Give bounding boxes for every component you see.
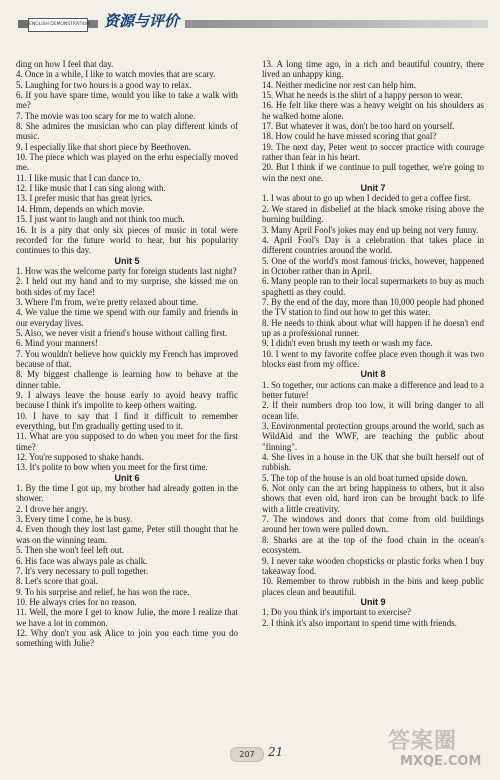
handwritten-mark: 21 xyxy=(268,745,284,759)
page-number: 207 xyxy=(230,747,264,762)
answer-line: 7. The windows and doors that come from old buildings around her town were pulled down. xyxy=(262,514,484,535)
answer-line: 5. The top of the house is an old boat turned upside down. xyxy=(262,472,468,483)
answer-line: 16. It is a pity that only six pieces of music in total were recorded for the future world to hear, but his popularity continues to this day. xyxy=(16,224,238,256)
watermark-chinese: 答案圈 xyxy=(388,729,458,754)
answer-line: 1. How was the welcome party for foreign students last night? xyxy=(16,265,237,276)
answer-line: 18. How could he have missed scoring that goal? xyxy=(262,131,437,142)
answer-line: 6. Many people ran to their local supermarkets to buy as much spaghetti as they could. xyxy=(262,276,484,297)
answer-line: 17. But whatever it was, don't be too hard on yourself. xyxy=(262,121,455,132)
answer-line: 3. Environmental protection groups around the world, such as WildAid and the WWF, are teaching the public about "finning". xyxy=(262,421,484,452)
answer-line: 5. Also, we never visit a friend's house without calling first. xyxy=(16,327,228,338)
answer-line: 9. I didn't even brush my teeth or wash my face. xyxy=(262,338,433,349)
answer-line: 6. Mind your manners! xyxy=(16,338,98,349)
unit-heading: Unit 7 xyxy=(360,183,386,194)
answer-line: 3. Every time I come, he is busy. xyxy=(16,514,133,525)
answer-line: 8. She admires the musician who can play different kinds of music. xyxy=(16,121,238,142)
answer-line: 13. I prefer music that has great lyrics. xyxy=(16,193,153,204)
answer-line: 8. He needs to think about what will happen if he doesn't end up as a professional runner. xyxy=(262,317,484,338)
answer-line: 11. What are you supposed to do when you meet for the first time? xyxy=(16,431,238,452)
answer-line: 2. If their numbers drop too low, it will bring danger to all ocean life. xyxy=(262,400,484,421)
answer-line: 11. I like music that I can dance to. xyxy=(16,172,141,183)
answer-line: 14. Neither medicine nor rest can help him. xyxy=(262,79,417,90)
watermark-domain: MXQE.COM xyxy=(400,754,482,769)
answer-line: 4. April Fool's Day is a celebration that takes place in different countries around the world. xyxy=(262,234,484,256)
answer-line: 9. I always leave the house early to avoid heavy traffic because I think it's impolite to keep others waiting. xyxy=(16,390,238,411)
answer-line: 12. I like music that I can sing along with. xyxy=(16,183,166,194)
answer-line: 3. Many April Fool's jokes may end up being not very funny. xyxy=(262,224,479,235)
page-header xyxy=(0,0,500,38)
answer-line: 9. To his surprise and relief, he has won the race. xyxy=(16,586,190,597)
left-column xyxy=(16,59,238,649)
answer-line: ding on how I feel that day. xyxy=(16,59,114,69)
answer-line: 1. Do you think it's important to exercise? xyxy=(262,607,411,618)
answer-line: 2. I think it's also important to spend time with friends. xyxy=(262,617,457,628)
answer-line: 5. Then she won't feel left out. xyxy=(16,545,124,556)
header-label-box: ENGLISH·DEMONSTRATION xyxy=(28,18,88,32)
answer-line: 8. Let's score that goal. xyxy=(16,576,98,587)
header-title: 资源与评价 xyxy=(98,10,185,31)
answer-line: 5. Laughing for two hours is a good way to relax. xyxy=(16,79,192,90)
answer-line: 10. Remember to throw rubbish in the bins and keep public places clean and beautiful. xyxy=(262,576,484,597)
answer-line: 1. I was about to go up when I decided to get a coffee first. xyxy=(262,193,471,204)
unit-heading: Unit 8 xyxy=(360,369,386,380)
answer-line: 4. She lives in a house in the UK that she built herself out of rubbish. xyxy=(262,452,484,473)
answer-line: 6. His face was always pale as chalk. xyxy=(16,555,148,566)
answer-line: 12. Why don't you ask Alice to join you each time you do something with Julie? xyxy=(16,627,238,649)
answer-line: 3. Where I'm from, we're pretty relaxed about time. xyxy=(16,296,199,307)
answer-line: 1. By the time I got up, my brother had already gotten in the shower. xyxy=(16,483,238,504)
answer-line: 7. The movie was too scary for me to watch alone. xyxy=(16,110,196,121)
answer-line: 2. We stared in disbelief at the black smoke rising above the burning building. xyxy=(262,203,484,225)
answer-line: 10. I went to my favorite coffee place even though it was two blocks east from my office. xyxy=(262,348,484,369)
unit-heading: Unit 6 xyxy=(114,472,140,483)
answer-line: 13. A long time ago, in a rich and beautiful country, there lived an unhappy king. xyxy=(262,59,484,80)
answer-line: 6. Not only can the art bring happiness to others, but it also shows that even old, hard iron can be brought back to life with a little creativity. xyxy=(262,483,484,514)
answer-line: 12. You're supposed to shake hands. xyxy=(16,452,144,463)
answer-line: 8. My biggest challenge is learning how to behave at the dinner table. xyxy=(16,369,238,390)
answer-line: 7. It's very necessary to pull together. xyxy=(16,565,149,576)
answer-line: 7. You wouldn't believe how quickly my French has improved because of that. xyxy=(16,348,238,369)
answer-line: 2. I held out my hand and to my surprise, she kissed me on both sides of my face! xyxy=(16,276,238,297)
answer-line: 11. Well, the more I get to know Julie, the more I realize that we have a lot in common. xyxy=(16,607,238,628)
answer-line: 15. What he needs is the shirt of a happy person to wear. xyxy=(262,90,463,101)
answer-line: 13. It's polite to bow when you meet for the first time. xyxy=(16,462,208,473)
answer-line: 14. Hmm, depends on which movie. xyxy=(16,203,145,214)
answer-line: 7. By the end of the day, more than 10,000 people had phoned the TV station to find out how to get this water. xyxy=(262,296,484,318)
answer-line: 10. The piece which was played on the erhu especially moved me. xyxy=(16,152,238,173)
answer-line: 10. I have to say that I find it difficult to remember everything, but I'm gradually getting used to it. xyxy=(16,410,238,432)
answer-line: 16. He felt like there was a heavy weight on his shoulders as he walked home alone. xyxy=(262,100,484,121)
watermark xyxy=(384,722,492,776)
answer-line: 8. Sharks are at the top of the food chain in the ocean's ecosystem. xyxy=(262,534,484,556)
unit-heading: Unit 5 xyxy=(114,255,140,266)
answer-line: 20. But I think if we continue to pull together, we're going to win the next one. xyxy=(262,162,484,183)
answer-line: 2. I drove her angry. xyxy=(16,503,88,514)
answer-line: 5. One of the world's most famous tricks, however, happened in October rather than in April. xyxy=(262,255,484,276)
answer-line: 1. So together, our actions can make a difference and lead to a better future! xyxy=(262,379,484,400)
answer-line: 9. I especially like that short piece by Beethoven. xyxy=(16,141,191,152)
answer-line: 6. If you have spare time, would you like to take a walk with me? xyxy=(16,90,238,111)
unit-heading: Unit 9 xyxy=(360,596,386,607)
answer-line: 10. He always cries for no reason. xyxy=(16,596,137,607)
answer-line: 15. I just want to laugh and not think too much. xyxy=(16,214,185,225)
answer-line: 4. Even though they lost last game, Peter still thought that he was on the winning team. xyxy=(16,524,238,545)
answer-line: 4. Once in a while, I like to watch movies that are scary. xyxy=(16,69,216,80)
answer-line: 4. We value the time we spend with our family and friends in our everyday lives. xyxy=(16,307,238,328)
answer-line: 19. The next day, Peter went to soccer practice with courage rather than fear in his heart. xyxy=(262,141,484,163)
answer-line: 9. I never take wooden chopsticks or plastic forks when I buy takeaway food. xyxy=(262,555,484,576)
right-column xyxy=(262,59,484,628)
